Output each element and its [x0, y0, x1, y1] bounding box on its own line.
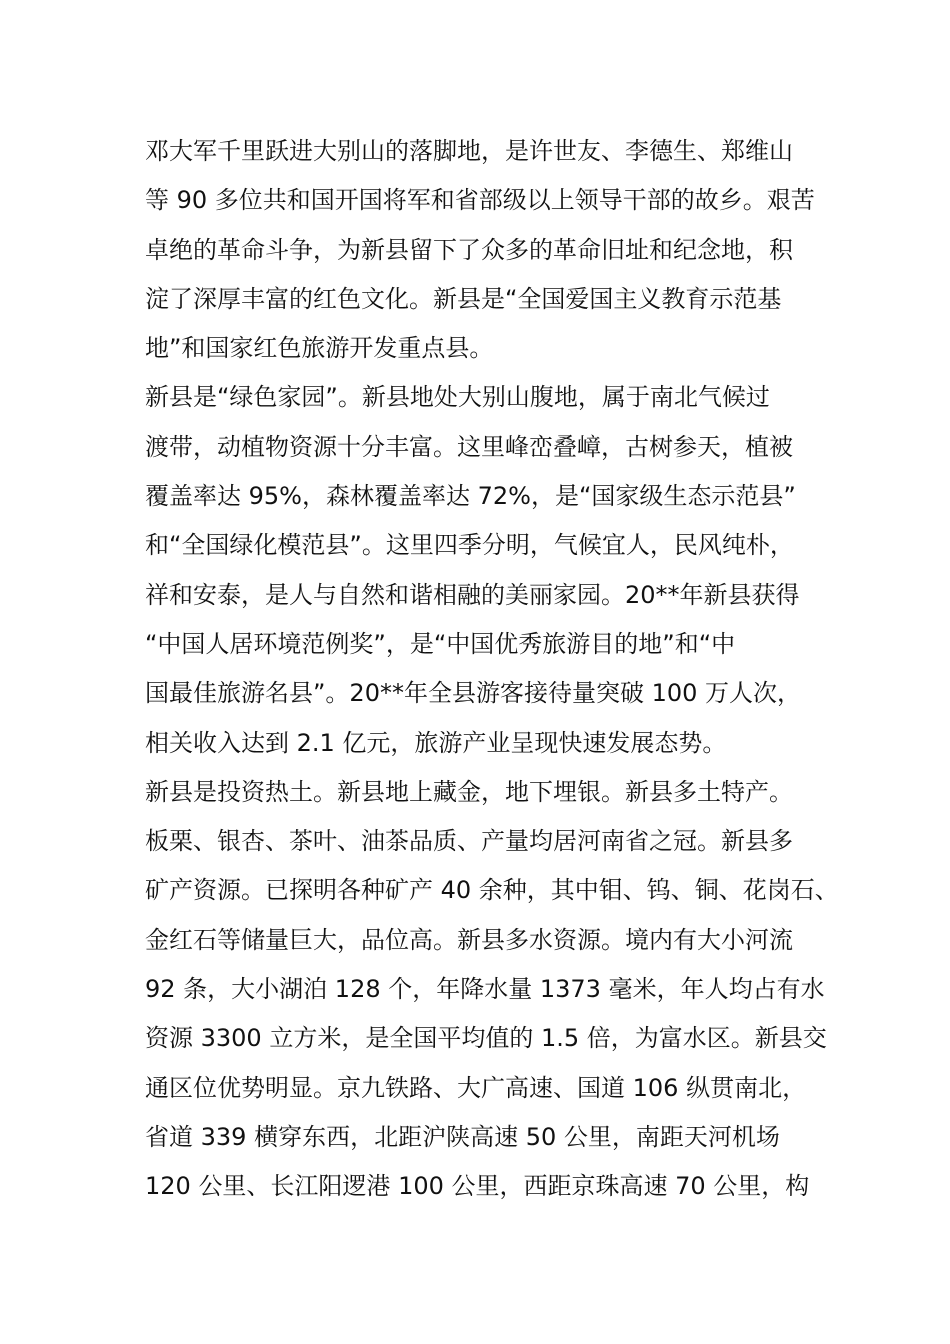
text-line: 新县是投资热土。新县地上藏金，地下埋银。新县多土特产。: [145, 777, 793, 806]
text-line: 92 条，大小湖泊 128 个，年降水量 1373 毫米，年人均占有水: [145, 975, 825, 1004]
text-line: 等 90 多位共和国开国将军和省部级以上领导干部的故乡。艰苦: [145, 186, 815, 215]
text-line: “中国人居环境范例奖”，是“中国优秀旅游目的地”和“中: [145, 629, 736, 658]
text-line: 120 公里、长江阳逻港 100 公里，西距京珠高速 70 公里，构: [145, 1172, 810, 1201]
text-line: 板栗、银杏、茶叶、油茶品质、产量均居河南省之冠。新县多: [145, 827, 793, 856]
text-line: 通区位优势明显。京九铁路、大广高速、国道 106 纵贯南北，: [145, 1073, 807, 1102]
text-line: 矿产资源。已探明各种矿产 40 余种，其中钼、钨、铜、花岗石、: [145, 876, 839, 905]
text-line: 资源 3300 立方米，是全国平均值的 1.5 倍，为富水区。新县交: [145, 1024, 827, 1053]
text-line: 渡带，动植物资源十分丰富。这里峰峦叠嶂，古树参天，植被: [145, 432, 793, 461]
text-line: 相关收入达到 2.1 亿元，旅游产业呈现快速发展态势。: [145, 728, 727, 757]
text-line: 卓绝的革命斗争，为新县留下了众多的革命旧址和纪念地，积: [145, 235, 793, 264]
text-line: 覆盖率达 95%，森林覆盖率达 72%，是“国家级生态示范县”: [145, 482, 796, 511]
text-line: 国最佳旅游名县”。20**年全县游客接待量突破 100 万人次，: [145, 679, 802, 708]
text-line: 新县是“绿色家园”。新县地处大别山腹地，属于南北气候过: [145, 383, 770, 412]
text-line: 金红石等储量巨大，品位高。新县多水资源。境内有大小河流: [145, 925, 793, 954]
text-line: 邓大军千里跃进大别山的落脚地，是许世友、李德生、郑维山: [145, 137, 793, 165]
text-line: 省道 339 横穿东西，北距沪陕高速 50 公里，南距天河机场: [145, 1122, 780, 1151]
text-line: 和“全国绿化模范县”。这里四季分明，气候宜人，民风纯朴，: [145, 531, 794, 560]
body-text: [145, 127, 839, 1212]
text-line: 地”和国家红色旅游开发重点县。: [145, 334, 494, 363]
text-line: 淀了深厚丰富的红色文化。新县是“全国爱国主义教育示范基: [145, 284, 782, 313]
text-line: 祥和安泰，是人与自然和谐相融的美丽家园。20**年新县获得: [145, 580, 800, 609]
